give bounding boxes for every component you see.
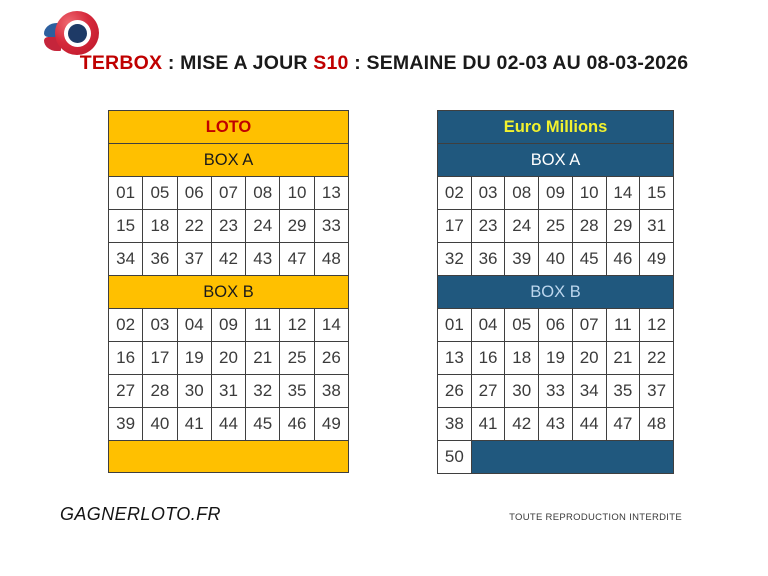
- number-cell: 40: [539, 243, 573, 276]
- number-cell: 44: [211, 408, 245, 441]
- loto-title-row: [109, 111, 349, 144]
- number-row: [438, 243, 674, 276]
- number-cell: 03: [471, 177, 505, 210]
- number-row: [438, 177, 674, 210]
- number-cell: 06: [177, 177, 211, 210]
- number-cell: 11: [246, 309, 280, 342]
- logo-cocarde-center: [68, 24, 87, 43]
- number-row: [109, 375, 349, 408]
- number-cell: 16: [471, 342, 505, 375]
- number-cell: 28: [143, 375, 177, 408]
- number-row: [109, 243, 349, 276]
- number-cell: 29: [280, 210, 314, 243]
- number-cell: 05: [143, 177, 177, 210]
- loto-box-b-header: [109, 276, 349, 309]
- number-cell: 14: [606, 177, 640, 210]
- number-row: [109, 210, 349, 243]
- number-cell: 34: [572, 375, 606, 408]
- number-cell: 45: [572, 243, 606, 276]
- euromillions-title: Euro Millions: [438, 111, 674, 144]
- number-cell: 20: [211, 342, 245, 375]
- number-cell: 41: [177, 408, 211, 441]
- number-cell: 33: [539, 375, 573, 408]
- number-cell: 37: [640, 375, 674, 408]
- euromillions-table: [437, 110, 674, 474]
- number-cell: 30: [177, 375, 211, 408]
- number-cell: 01: [438, 309, 472, 342]
- footer-brand: GAGNERLOTO.FR: [60, 504, 221, 524]
- number-cell: 19: [177, 342, 211, 375]
- number-cell: 17: [438, 210, 472, 243]
- euro-box-a-header: [438, 144, 674, 177]
- number-row: [109, 408, 349, 441]
- number-cell: 50: [438, 441, 472, 474]
- number-cell: 37: [177, 243, 211, 276]
- number-cell: 46: [606, 243, 640, 276]
- number-cell: 26: [438, 375, 472, 408]
- number-cell: 46: [280, 408, 314, 441]
- number-cell: 02: [438, 177, 472, 210]
- number-cell: 20: [572, 342, 606, 375]
- number-cell: 13: [314, 177, 348, 210]
- number-cell: 01: [109, 177, 143, 210]
- number-cell: 43: [246, 243, 280, 276]
- number-cell: 29: [606, 210, 640, 243]
- number-cell: 15: [109, 210, 143, 243]
- number-cell: 30: [505, 375, 539, 408]
- number-cell: 34: [109, 243, 143, 276]
- number-cell: 47: [606, 408, 640, 441]
- loto-footer-row: [109, 441, 349, 473]
- number-cell: 14: [314, 309, 348, 342]
- number-cell: 45: [246, 408, 280, 441]
- number-cell: 38: [314, 375, 348, 408]
- logo-cocarde-ring: [64, 20, 91, 47]
- number-cell: 28: [572, 210, 606, 243]
- number-cell: 32: [246, 375, 280, 408]
- number-cell: 08: [505, 177, 539, 210]
- number-cell: 49: [314, 408, 348, 441]
- number-cell: 31: [640, 210, 674, 243]
- euro-box-b-label: BOX B: [438, 276, 674, 309]
- number-cell: 04: [177, 309, 211, 342]
- number-cell: 42: [211, 243, 245, 276]
- number-row: [438, 441, 674, 474]
- footer-copyright-notice: TOUTE REPRODUCTION INTERDITE: [509, 512, 682, 523]
- number-cell: 02: [109, 309, 143, 342]
- title-week-number: S10: [313, 52, 349, 74]
- number-cell: 35: [606, 375, 640, 408]
- number-cell: 44: [572, 408, 606, 441]
- loto-table: [108, 110, 349, 473]
- number-cell: 21: [606, 342, 640, 375]
- number-cell: 32: [438, 243, 472, 276]
- number-cell: 07: [211, 177, 245, 210]
- number-row: [438, 375, 674, 408]
- page-title: [0, 52, 768, 75]
- number-cell: 18: [143, 210, 177, 243]
- number-cell: 24: [246, 210, 280, 243]
- number-cell: 18: [505, 342, 539, 375]
- number-cell: 15: [640, 177, 674, 210]
- euro-title-row: [438, 111, 674, 144]
- number-cell: 36: [471, 243, 505, 276]
- number-row: [109, 177, 349, 210]
- title-terbox: TERBOX: [79, 52, 163, 74]
- number-cell: 19: [539, 342, 573, 375]
- number-cell: 36: [143, 243, 177, 276]
- loto-box-a-header: [109, 144, 349, 177]
- number-cell: 09: [211, 309, 245, 342]
- number-cell: 10: [280, 177, 314, 210]
- number-cell: 05: [505, 309, 539, 342]
- number-cell: 48: [640, 408, 674, 441]
- number-cell: 22: [640, 342, 674, 375]
- loto-box-b-label: BOX B: [109, 276, 349, 309]
- number-cell: 24: [505, 210, 539, 243]
- number-cell: 39: [109, 408, 143, 441]
- number-cell: 06: [539, 309, 573, 342]
- number-row: [438, 408, 674, 441]
- number-cell: 22: [177, 210, 211, 243]
- number-cell: 08: [246, 177, 280, 210]
- number-cell: 25: [539, 210, 573, 243]
- number-cell: 49: [640, 243, 674, 276]
- number-cell: 12: [640, 309, 674, 342]
- number-cell: 11: [606, 309, 640, 342]
- number-row: [438, 342, 674, 375]
- number-cell: 47: [280, 243, 314, 276]
- euro-box-b-header: [438, 276, 674, 309]
- number-cell: 13: [438, 342, 472, 375]
- number-cell: 12: [280, 309, 314, 342]
- number-row: [438, 309, 674, 342]
- loto-title: LOTO: [109, 111, 349, 144]
- number-cell: 23: [471, 210, 505, 243]
- logo-cocarde-icon: [55, 11, 99, 55]
- number-cell: 25: [280, 342, 314, 375]
- number-cell: 42: [505, 408, 539, 441]
- number-cell: 09: [539, 177, 573, 210]
- number-cell: 03: [143, 309, 177, 342]
- number-cell: 33: [314, 210, 348, 243]
- number-cell: 26: [314, 342, 348, 375]
- number-row: [109, 309, 349, 342]
- number-cell: 23: [211, 210, 245, 243]
- number-cell: 38: [438, 408, 472, 441]
- number-row: [438, 210, 674, 243]
- number-cell: 10: [572, 177, 606, 210]
- number-row: [109, 342, 349, 375]
- number-cell: 41: [471, 408, 505, 441]
- title-sep1: : MISE A JOUR: [162, 52, 314, 74]
- number-cell: 48: [314, 243, 348, 276]
- number-cell: 43: [539, 408, 573, 441]
- number-cell: 31: [211, 375, 245, 408]
- number-cell: 27: [109, 375, 143, 408]
- number-cell: 17: [143, 342, 177, 375]
- loto-footer-fill: [109, 441, 349, 473]
- filled-cell: [471, 441, 673, 474]
- number-cell: 40: [143, 408, 177, 441]
- number-cell: 21: [246, 342, 280, 375]
- number-cell: 04: [471, 309, 505, 342]
- number-cell: 35: [280, 375, 314, 408]
- euro-box-a-label: BOX A: [438, 144, 674, 177]
- number-cell: 27: [471, 375, 505, 408]
- loto-box-a-label: BOX A: [109, 144, 349, 177]
- title-date-range: : SEMAINE DU 02-03 AU 08-03-2026: [348, 52, 689, 74]
- number-cell: 07: [572, 309, 606, 342]
- number-cell: 39: [505, 243, 539, 276]
- number-cell: 16: [109, 342, 143, 375]
